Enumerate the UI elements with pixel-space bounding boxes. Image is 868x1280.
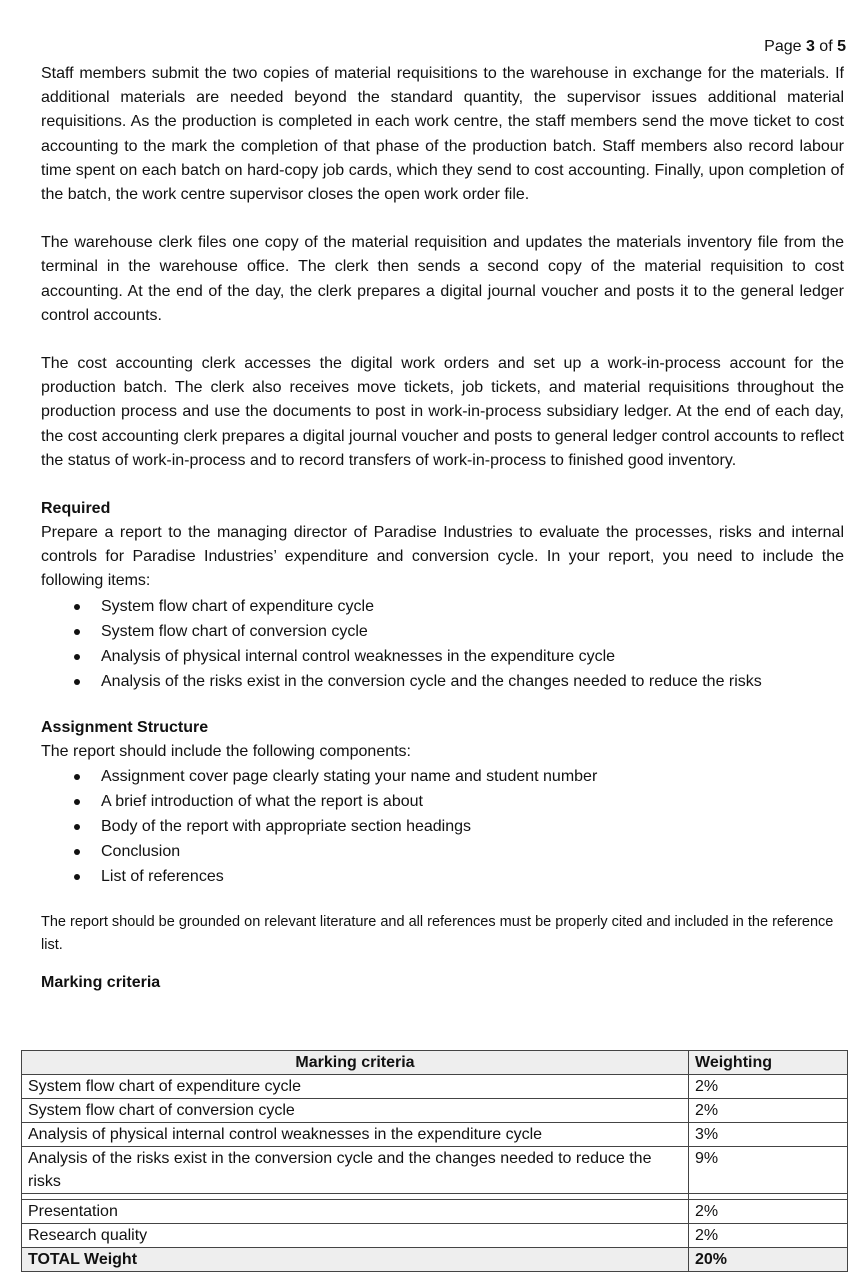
table-row xyxy=(22,1099,848,1123)
list-item: Body of the report with appropriate section headings xyxy=(101,814,844,839)
list-item: Assignment cover page clearly stating your name and student number xyxy=(101,764,844,789)
required-list xyxy=(41,594,844,694)
weight-cell: 2% xyxy=(689,1224,848,1248)
marking-criteria-table xyxy=(21,1050,848,1272)
criteria-cell: System flow chart of expenditure cycle xyxy=(22,1075,689,1099)
required-text: Prepare a report to the managing director of Paradise Industries to evaluate the processes, risks and internal controls for Paradise Industries’ expenditure and conversion cycle. In your report, you need to include the following items: xyxy=(41,524,844,590)
weight-cell: 2% xyxy=(689,1099,848,1123)
list-item: List of references xyxy=(101,864,844,889)
total-value: 20% xyxy=(689,1248,848,1272)
paragraph-warehouse-clerk: The warehouse clerk files one copy of the material requisition and updates the materials inventory file from the terminal in the warehouse office. The clerk then sends a second copy of the material requisition to cost accounting. At the end of the day, the clerk prepares a digital journal voucher and posts it to the general ledger control accounts. xyxy=(41,234,844,324)
column-header-weighting: Weighting xyxy=(689,1051,848,1075)
criteria-cell: Research quality xyxy=(22,1224,689,1248)
criteria-cell: Presentation xyxy=(22,1200,689,1224)
criteria-cell: Analysis of the risks exist in the conversion cycle and the changes needed to reduce the risks xyxy=(22,1147,689,1194)
structure-text: The report should include the following components: xyxy=(41,742,411,760)
structure-heading: Assignment Structure xyxy=(41,718,209,736)
column-header-criteria: Marking criteria xyxy=(22,1051,689,1075)
required-heading: Required xyxy=(41,500,111,518)
criteria-cell: System flow chart of conversion cycle xyxy=(22,1099,689,1123)
weight-cell: 3% xyxy=(689,1123,848,1147)
total-row xyxy=(22,1248,848,1272)
list-item: Conclusion xyxy=(101,839,844,864)
table-header-row xyxy=(22,1051,848,1075)
document-body xyxy=(41,62,844,997)
weight-cell: 2% xyxy=(689,1075,848,1099)
paragraph-staff-members: Staff members submit the two copies of material requisitions to the warehouse in exchange for the materials. If additional materials are needed beyond the standard quantity, the supervisor issues additional material requisitions. As the production is completed in each work centre, the staff members send the move ticket to cost accounting to the mark the completion of that phase of the production batch. Staff members also record labour time spent on each batch on hard-copy job cards, which they send to cost accounting. Finally, upon completion of the batch, the work centre supervisor closes the open work order file. xyxy=(41,65,844,204)
page-number: Page 3 of 5 xyxy=(764,38,846,55)
table-row xyxy=(22,1200,848,1224)
list-item: Analysis of the risks exist in the conversion cycle and the changes needed to reduce the risks xyxy=(101,669,844,694)
total-label: TOTAL Weight xyxy=(22,1248,689,1272)
marking-criteria-heading: Marking criteria xyxy=(41,973,161,991)
list-item: System flow chart of expenditure cycle xyxy=(101,594,844,619)
table-row xyxy=(22,1075,848,1099)
list-item: A brief introduction of what the report is about xyxy=(101,789,844,814)
assignment-structure-section xyxy=(41,716,844,889)
list-item: System flow chart of conversion cycle xyxy=(101,619,844,644)
list-item: Analysis of physical internal control weaknesses in the expenditure cycle xyxy=(101,644,844,669)
references-note: The report should be grounded on relevant literature and all references must be properly cited and included in the reference list. xyxy=(41,913,834,953)
required-section xyxy=(41,497,844,694)
table-row xyxy=(22,1224,848,1248)
paragraph-cost-accounting: The cost accounting clerk accesses the digital work orders and set up a work-in-process account for the production batch. The clerk also receives move tickets, job tickets, and material requisitions throughout the production process and use the documents to post in work-in-process subsidiary ledger. At the end of each day, the cost accounting clerk prepares a digital journal voucher and posts to general ledger control accounts to reflect the status of work-in-process and to record transfers of work-in-process to finished good inventory. xyxy=(41,355,844,469)
weight-cell: 9% xyxy=(689,1147,848,1194)
structure-list xyxy=(41,764,844,889)
table-row xyxy=(22,1123,848,1147)
table-row xyxy=(22,1147,848,1194)
weight-cell: 2% xyxy=(689,1200,848,1224)
criteria-cell: Analysis of physical internal control weaknesses in the expenditure cycle xyxy=(22,1123,689,1147)
